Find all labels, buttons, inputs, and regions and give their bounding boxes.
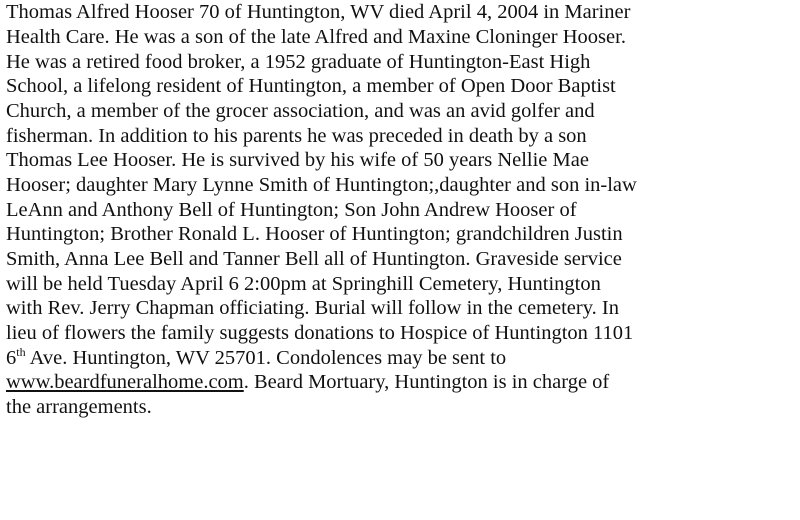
text-line	[6, 346, 506, 370]
ordinal-suffix: th	[16, 345, 26, 360]
text-line: Hooser; daughter Mary Lynne Smith of Huntington;,daughter and son in-law	[6, 174, 637, 196]
text-line: Thomas Lee Hooser. He is survived by his wife of 50 years Nellie Mae	[6, 149, 589, 171]
text-line: School, a lifelong resident of Huntington, a member of Open Door Baptist	[6, 75, 616, 97]
text-line: fisherman. In addition to his parents he was preceded in death by a son	[6, 125, 587, 147]
text-segment: . Beard Mortuary, Huntington is in charge of	[243, 371, 610, 393]
text-line: Health Care. He was a son of the late Alfred and Maxine Cloninger Hooser.	[6, 26, 626, 48]
text-line: He was a retired food broker, a 1952 graduate of Huntington-East High	[6, 51, 591, 73]
text-line: Smith, Anna Lee Bell and Tanner Bell all of Huntington. Graveside service	[6, 248, 622, 270]
text-line: with Rev. Jerry Chapman officiating. Burial will follow in the cemetery. In	[6, 297, 619, 319]
text-line: Thomas Alfred Hooser 70 of Huntington, WV died April 4, 2004 in Mariner	[6, 1, 631, 23]
website-link[interactable]: www.beardfuneralhome.com	[6, 371, 244, 393]
text-line: Church, a member of the grocer association, and was an avid golfer and	[6, 100, 595, 122]
text-line: the arrangements.	[6, 396, 152, 418]
text-line: will be held Tuesday April 6 2:00pm at Springhill Cemetery, Huntington	[6, 273, 601, 295]
text-line: lieu of flowers the family suggests donations to Hospice of Huntington 1101	[6, 322, 634, 344]
address-rest: Ave. Huntington, WV 25701. Condolences may be sent to	[25, 347, 507, 369]
address-number: 6	[6, 347, 17, 369]
text-line: Huntington; Brother Ronald L. Hooser of Huntington; grandchildren Justin	[6, 223, 623, 245]
text-line	[6, 370, 609, 394]
text-line: LeAnn and Anthony Bell of Huntington; Son John Andrew Hooser of	[6, 199, 577, 221]
